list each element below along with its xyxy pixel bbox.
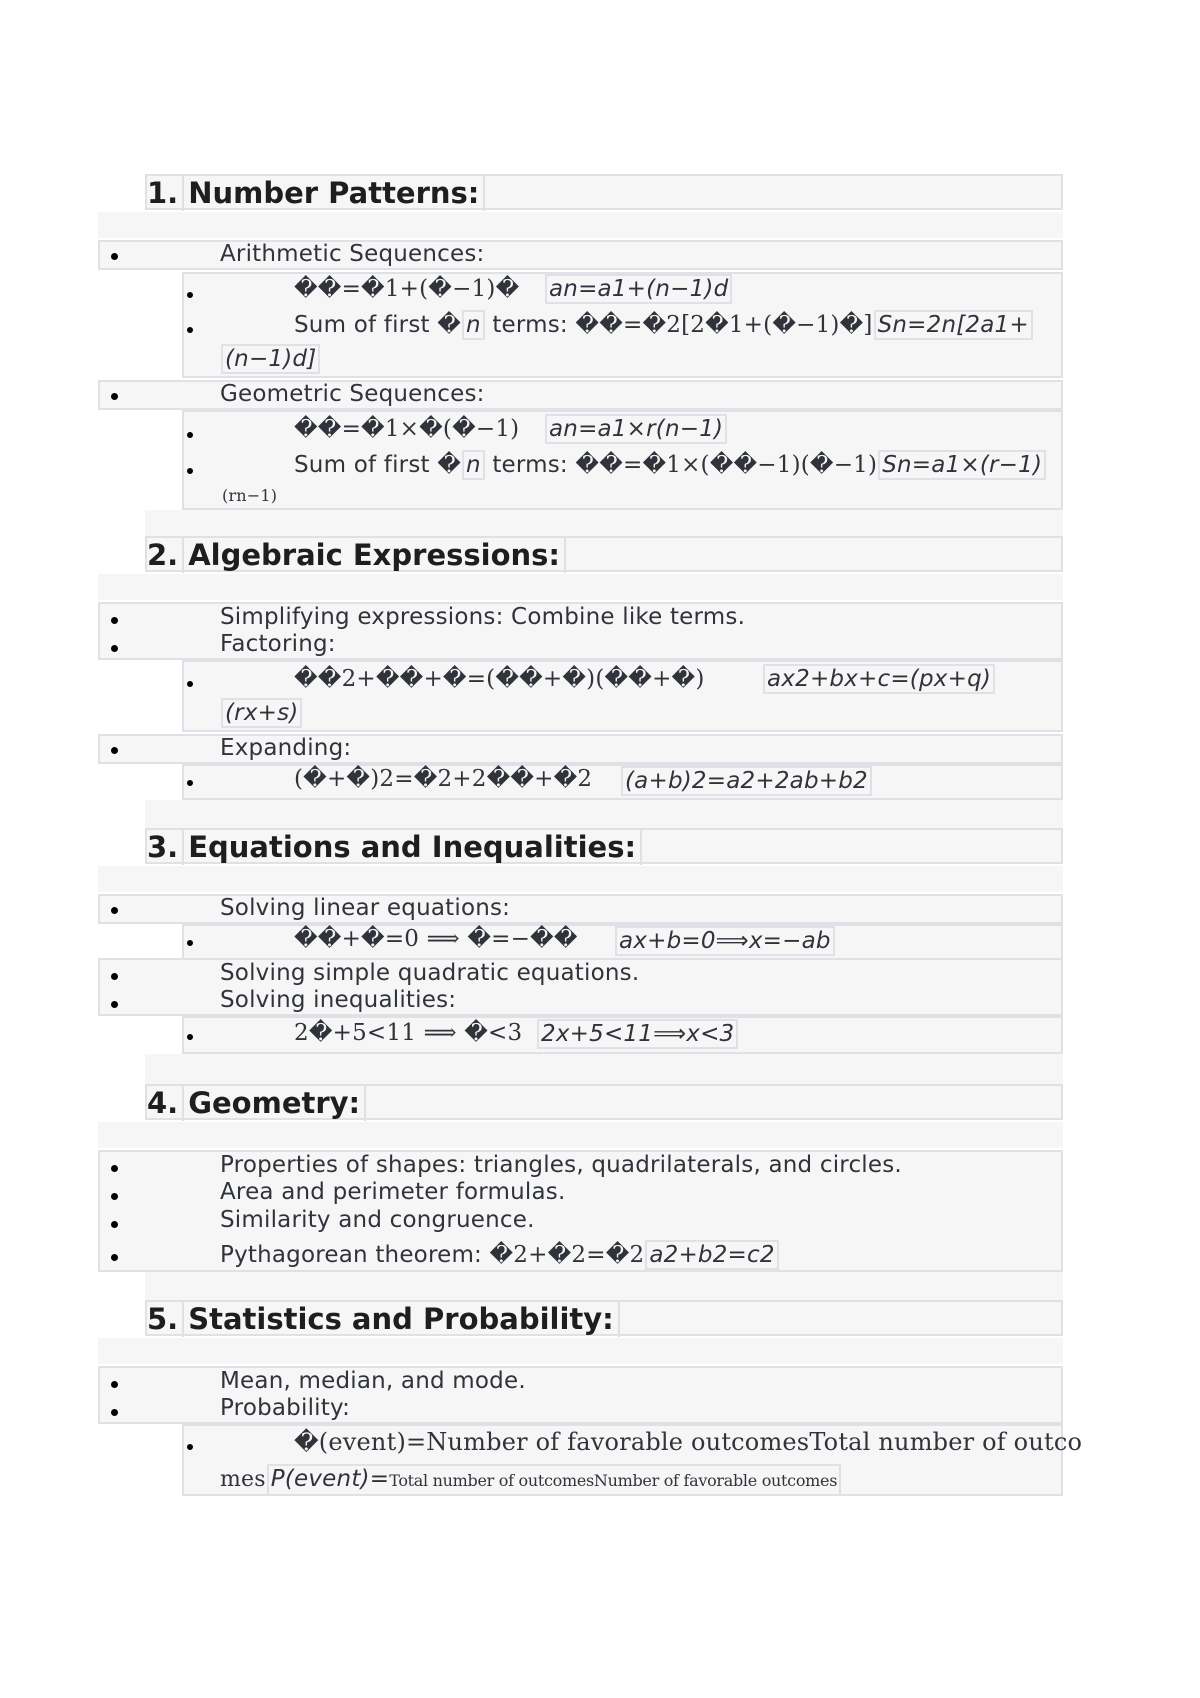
list-item [98,240,1063,270]
bullet-icon [187,432,193,438]
list-item-label [220,1240,779,1270]
section-number: 2. [147,537,184,573]
section-title: Number Patterns: [188,175,485,211]
section-heading [147,1085,370,1121]
bullet-icon [187,327,193,333]
bullet-icon [111,1254,118,1261]
formula-rendered-main: P(event)= [270,1466,390,1492]
text: terms: [484,312,576,338]
raw-var: � [437,312,462,338]
list-item [98,894,1063,924]
formula-raw: ��=�1×(��−1)(�−1) [575,452,878,478]
formula-rendered: (n−1)d] [221,344,320,374]
spacer [98,212,1063,238]
section-title: Equations and Inequalities: [188,829,642,865]
formula-raw: 2�+5<11 ⟹ �<3 [294,1020,523,1046]
formula-raw: ��+�=0 ⟹ �=−�� [294,926,578,952]
list-item [98,958,1063,1016]
bullet-icon [187,681,193,687]
sub-list [182,410,1063,510]
list-item-label: Geometric Sequences: [220,381,485,407]
bullet-icon [187,292,193,298]
section-heading [147,1301,624,1337]
spacer [145,510,1063,536]
formula-rendered: an=a1+(n−1)d [544,274,732,304]
var: n [462,310,485,340]
bullet-icon [111,1165,118,1172]
section-title: Geometry: [188,1085,366,1121]
bullet-icon [111,1193,118,1200]
list-item-label: Solving simple quadratic equations. [220,960,640,986]
bullet-icon [111,617,118,624]
formula-raw: ��2+��+�=(��+�)(��+�) [294,666,705,692]
list-item-label: Factoring: [220,631,336,657]
bullet-icon [111,1001,118,1008]
text: Sum of first [294,312,438,338]
list-item [98,1366,1063,1424]
text: Sum of first [294,452,438,478]
formula-rendered: ax2+bx+c=(px+q) [762,664,995,694]
formula-line [220,1464,841,1496]
formula-rendered-cont [220,344,320,374]
sub-list [182,272,1063,378]
formula-raw: (�+�)2=�2+2��+�2 [294,766,593,792]
list-item-label: Solving inequalities: [220,987,457,1013]
list-item-label: Simplifying expressions: Combine like terms. [220,604,746,630]
bullet-icon [111,393,118,400]
bullet-icon [111,1221,118,1228]
formula-rendered: (a+b)2=a2+2ab+b2 [620,766,872,796]
list-item-label: Similarity and congruence. [220,1207,535,1233]
text: Pythagorean theorem: [220,1242,490,1268]
formula-rendered: an=a1×r(n−1) [544,414,727,444]
bullet-icon [111,1381,118,1388]
formula-rendered: ax+b=0⟹x=−ab [614,926,835,956]
var: n [462,450,485,480]
bullet-icon [187,940,193,946]
section-number: 1. [147,175,184,211]
spacer [98,866,1063,892]
list-item-label: Mean, median, and mode. [220,1368,526,1394]
spacer [145,1272,1063,1300]
formula-raw: �2+�2=�2 [489,1242,645,1268]
bullet-icon [187,1034,193,1040]
formula-raw: �(event)=Number of favorable outcomesTotal number of outco [294,1428,1083,1456]
formula-rendered: Sn=a1×(r−1) [878,450,1046,480]
list-item-label: Solving linear equations: [220,895,511,921]
formula-rendered: 2x+5<11⟹x<3 [536,1019,738,1049]
section-heading [147,537,570,573]
spacer [145,1054,1063,1084]
section-number: 3. [147,829,184,865]
formula-line [294,450,1046,480]
bullet-icon [111,253,118,260]
bullet-icon [111,907,118,914]
section-title: Algebraic Expressions: [188,537,566,573]
sub-list [182,1424,1083,1496]
section-heading [147,175,489,211]
raw-var: � [437,452,462,478]
list-item-label: Expanding: [220,735,352,761]
bullet-icon [111,747,118,754]
list-item [98,1150,1063,1272]
formula-rendered: a2+b2=c2 [645,1240,778,1270]
list-item-label: Area and perimeter formulas. [220,1179,566,1205]
bullet-icon [187,780,193,786]
formula-line [294,310,1033,340]
spacer [145,800,1063,828]
formula-rendered-cont: (rx+s) [220,698,302,728]
sub-list [182,1016,1063,1054]
list-item [98,380,1063,410]
formula-rendered [267,1464,841,1496]
section-number: 4. [147,1085,184,1121]
formula-raw: mes [220,1467,266,1492]
section-number: 5. [147,1301,184,1337]
formula-rendered-fraction: Total number of outcomesNumber of favorable outcomes [389,1471,838,1490]
spacer [98,574,1063,600]
bullet-icon [187,468,193,474]
bullet-icon [111,645,118,652]
formula-rendered: Sn=2n[2a1+ [874,310,1033,340]
list-item [98,734,1063,764]
text: terms: [484,452,576,478]
sub-list [182,924,1063,960]
section-heading [147,829,646,865]
spacer [98,1338,1063,1364]
bullet-icon [111,1409,118,1416]
spacer [98,1122,1063,1148]
list-item-label: Probability: [220,1395,351,1421]
formula-raw: ��=�2[2�1+(�−1)�] [575,312,873,338]
list-item-label: Properties of shapes: triangles, quadrilaterals, and circles. [220,1152,902,1178]
list-item [98,602,1063,660]
bullet-icon [187,1444,193,1450]
formula-raw: ��=�1+(�−1)� [294,276,520,302]
list-item-label: Arithmetic Sequences: [220,241,485,267]
bullet-icon [111,973,118,980]
formula-rendered-cont: (rn−1) [222,486,278,505]
section-title: Statistics and Probability: [188,1301,620,1337]
sub-list [182,764,1063,800]
sub-list [182,660,1063,732]
formula-raw: ��=�1×�(�−1) [294,416,520,442]
